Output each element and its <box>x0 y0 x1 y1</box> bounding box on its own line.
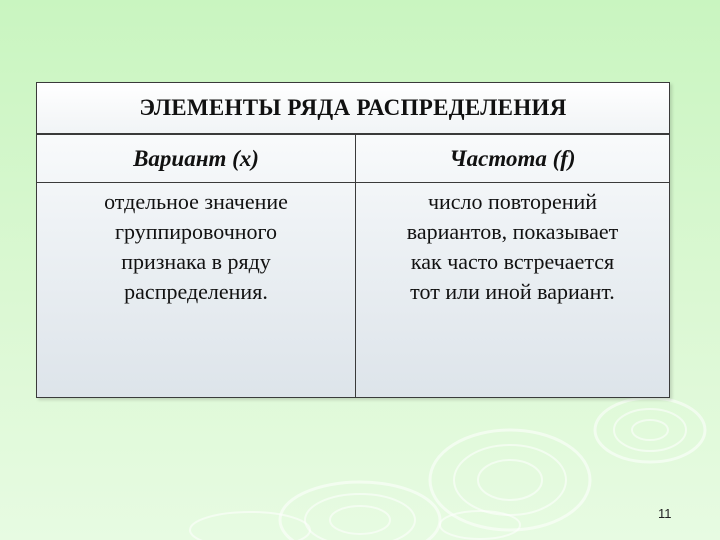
distribution-elements-table <box>36 82 670 398</box>
frequency-definition-cell <box>361 187 664 307</box>
variant-definition-line: распределения. <box>124 279 268 304</box>
variant-definition-cell <box>45 187 347 307</box>
variant-definition-line: отдельное значение <box>104 189 288 214</box>
frequency-definition-line: вариантов, показывает <box>406 219 619 244</box>
variant-definition-line: признака в ряду <box>121 249 271 274</box>
variant-definition-line: группировочного <box>114 219 278 244</box>
column-header-frequency: Частота (f) <box>449 145 576 171</box>
frequency-definition-line: число повторений <box>427 189 598 214</box>
page-number: 11 <box>658 506 672 521</box>
column-header-variant: Вариант (х) <box>133 145 259 171</box>
table-title: ЭЛЕМЕНТЫ РЯДА РАСПРЕДЕЛЕНИЯ <box>37 83 669 135</box>
frequency-definition-line: тот или иной вариант. <box>410 279 615 304</box>
frequency-definition-line: как часто встречается <box>410 249 615 274</box>
row-divider <box>37 182 669 183</box>
